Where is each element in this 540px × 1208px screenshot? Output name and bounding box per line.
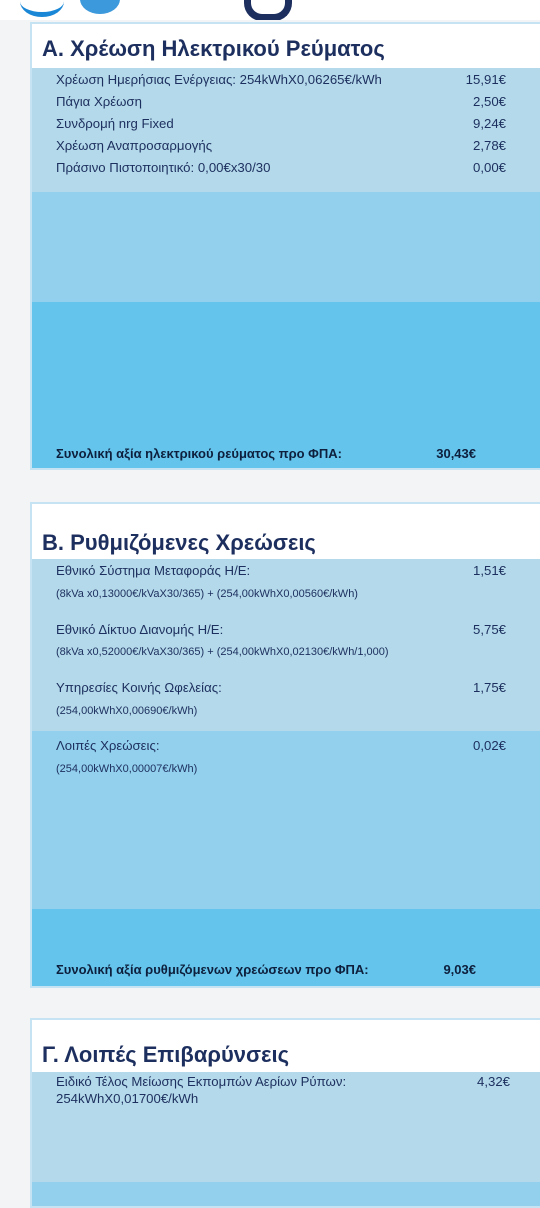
total-label: Συνολική αξία ηλεκτρικού ρεύματος προ ΦΠΑ: — [56, 446, 342, 461]
charge-formula: (8kVa x0,52000€/kVaX30/365) + (254,00kWhX0,02130€/kWh/1,000) — [56, 646, 389, 658]
logo-letter-icon — [244, 0, 292, 20]
charge-label: Ειδικό Τέλος Μείωσης Εκπομπών Αερίων Ρύπων: — [56, 1074, 347, 1089]
charge-label: Εθνικό Σύστημα Μεταφοράς Η/Ε: — [56, 563, 251, 578]
section-title: Γ. Λοιπές Επιβαρύνσεις — [42, 1042, 290, 1067]
charge-label: Εθνικό Δίκτυο Διανομής Η/Ε: — [56, 622, 224, 637]
logo-swoosh-icon — [20, 0, 64, 17]
charge-amount: 0,00€ — [472, 160, 506, 175]
section-other-charges — [30, 1018, 540, 1208]
charge-label: Χρέωση Ημερήσιας Ενέργειας: 254kWhX0,06265€/kWh — [56, 72, 382, 87]
section-title: Β. Ρυθμιζόμενες Χρεώσεις — [42, 530, 316, 555]
charge-amount: 4,32€ — [476, 1074, 510, 1089]
charge-label: Πάγια Χρέωση — [56, 94, 142, 109]
charge-label: Χρέωση Αναπροσαρμογής — [56, 138, 213, 153]
section-electricity-charges — [30, 22, 540, 470]
charge-amount: 2,78€ — [472, 138, 506, 153]
logo-drop-icon — [80, 0, 120, 14]
total-amount: 9,03€ — [443, 962, 476, 977]
charge-formula: (254,00kWhX0,00690€/kWh) — [56, 705, 198, 717]
section-regulated-charges — [30, 502, 540, 988]
charge-amount: 1,51€ — [472, 563, 506, 578]
total-amount: 30,43€ — [436, 446, 476, 461]
charge-amount: 15,91€ — [465, 72, 506, 87]
charge-amount: 5,75€ — [472, 622, 506, 637]
section-title: Α. Χρέωση Ηλεκτρικού Ρεύματος — [42, 36, 385, 61]
charge-formula: (8kVa x0,13000€/kVaX30/365) + (254,00kWhX0,00560€/kWh) — [56, 588, 358, 600]
charge-label: Συνδρομή nrg Fixed — [56, 116, 174, 131]
brand-logo — [0, 0, 540, 20]
charge-formula: 254kWhX0,01700€/kWh — [56, 1091, 199, 1106]
charge-label: Υπηρεσίες Κοινής Ωφελείας: — [56, 680, 222, 695]
charge-amount: 2,50€ — [472, 94, 506, 109]
charge-formula: (254,00kWhX0,00007€/kWh) — [56, 763, 198, 775]
charge-label: Πράσινο Πιστοποιητικό: 0,00€x30/30 — [56, 160, 271, 175]
total-label: Συνολική αξία ρυθμιζόμενων χρεώσεων προ ΦΠΑ: — [56, 962, 369, 977]
charge-label: Λοιπές Χρεώσεις: — [56, 738, 160, 753]
charge-amount: 1,75€ — [472, 680, 506, 695]
charge-amount: 9,24€ — [472, 116, 506, 131]
charge-amount: 0,02€ — [472, 738, 506, 753]
